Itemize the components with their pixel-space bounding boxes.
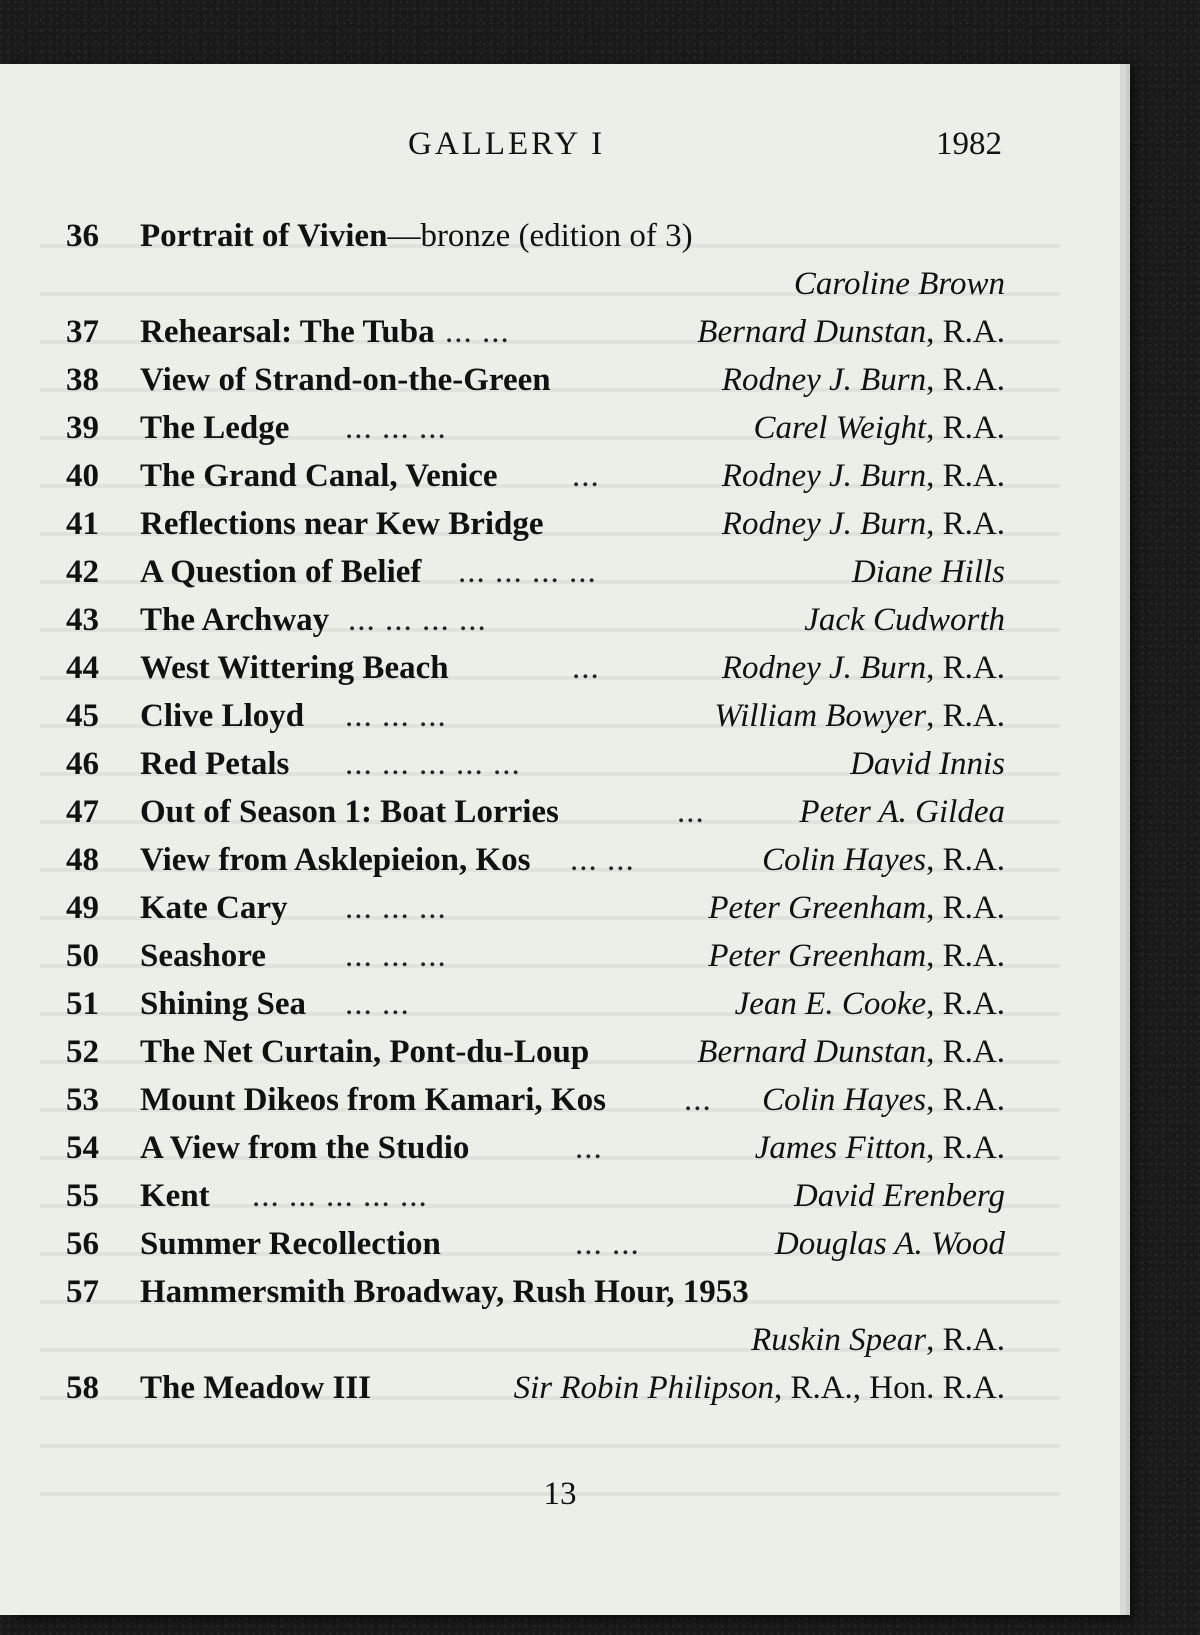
artist-suffix: , R.A. (926, 458, 1005, 494)
entry-number: 51 (66, 986, 99, 1022)
entry-number: 40 (66, 458, 99, 494)
artist-name: Ruskin Spear (751, 1322, 927, 1358)
entry-title: The Meadow III (140, 1370, 372, 1406)
entry-title: Clive Lloyd (140, 698, 305, 734)
entry-title-text: Portrait of Vivien (140, 218, 388, 254)
entry-artist (852, 548, 1005, 596)
entry-artist (794, 260, 1005, 308)
entry-artist (775, 1220, 1005, 1268)
entry-title: Out of Season 1: Boat Lorries (140, 794, 559, 830)
leader-dots: ... (572, 458, 600, 494)
entry-artist (799, 788, 1005, 836)
entry-title: Red Petals (140, 746, 290, 782)
leader-dots: ... ... (575, 1226, 640, 1262)
entry-list (0, 212, 1120, 1412)
leader-dots: ... (677, 794, 705, 830)
artist-name: William Bowyer (714, 698, 927, 734)
artist-suffix: , R.A. (926, 1130, 1005, 1166)
list-item (0, 356, 1120, 404)
leader-dots: ... (572, 650, 600, 686)
entry-title: West Wittering Beach (140, 650, 449, 686)
artist-name: Peter Greenham (708, 890, 927, 926)
entry-artist (714, 692, 1005, 740)
entry-number: 41 (66, 506, 99, 542)
entry-number: 39 (66, 410, 99, 446)
entry-title: The Grand Canal, Venice (140, 458, 498, 494)
leader-dots: ... ... (345, 986, 410, 1022)
catalogue-page (0, 64, 1120, 1615)
list-item (0, 452, 1120, 500)
entry-number: 58 (66, 1370, 99, 1406)
artist-suffix: , R.A. (926, 410, 1005, 446)
entry-number: 36 (66, 218, 99, 254)
leader-dots: ... ... ... (345, 410, 447, 446)
leader-dots: ... (684, 1082, 712, 1118)
entry-artist (850, 740, 1005, 788)
list-item (0, 1364, 1120, 1412)
list-item (0, 980, 1120, 1028)
entry-artist (697, 308, 1005, 356)
artist-name: Colin Hayes (762, 1082, 927, 1118)
entry-title: Kate Cary (140, 890, 288, 926)
leader-dots: ... ... ... ... (458, 554, 597, 590)
entry-title: Hammersmith Broadway, Rush Hour, 1953 (140, 1274, 749, 1310)
artist-suffix: , R.A. (926, 842, 1005, 878)
entry-artist (735, 980, 1005, 1028)
entry-artist (794, 1172, 1005, 1220)
entry-number: 48 (66, 842, 99, 878)
list-item (0, 596, 1120, 644)
list-item (0, 1268, 1120, 1364)
entry-title: The Ledge (140, 410, 290, 446)
entry-artist (697, 1028, 1005, 1076)
artist-name: Rodney J. Burn (721, 458, 927, 494)
list-item (0, 692, 1120, 740)
entry-number: 53 (66, 1082, 99, 1118)
list-item (0, 404, 1120, 452)
entry-title: Reflections near Kew Bridge (140, 506, 544, 542)
artist-suffix: , R.A. (926, 650, 1005, 686)
leader-dots: ... (575, 1130, 603, 1166)
entry-title (140, 212, 693, 260)
entry-number: 56 (66, 1226, 99, 1262)
entry-title-edition: —bronze (edition of 3) (387, 218, 693, 254)
page-number: 13 (543, 1476, 577, 1512)
entry-artist (708, 932, 1005, 980)
entry-artist (755, 1124, 1005, 1172)
list-item (0, 644, 1120, 692)
artist-suffix: , R.A. (926, 890, 1005, 926)
artist-name: Rodney J. Burn (721, 650, 927, 686)
artist-suffix: , R.A. (926, 1034, 1005, 1070)
leader-dots: ... ... ... (345, 698, 447, 734)
list-item (0, 836, 1120, 884)
artist-name: Peter A. Gildea (799, 794, 1005, 830)
artist-name: James Fitton (754, 1130, 927, 1166)
entry-title: Mount Dikeos from Kamari, Kos (140, 1082, 606, 1118)
entry-number: 57 (66, 1274, 99, 1310)
list-item (0, 308, 1120, 356)
leader-dots: ... ... (570, 842, 635, 878)
artist-name: David Erenberg (793, 1178, 1005, 1214)
entry-number: 43 (66, 602, 99, 638)
artist-suffix: , R.A. (926, 1082, 1005, 1118)
artist-name: Caroline Brown (793, 266, 1005, 302)
artist-name: Douglas A. Wood (774, 1226, 1005, 1262)
list-item (0, 740, 1120, 788)
list-item (0, 1172, 1120, 1220)
artist-name: Rodney J. Burn (721, 362, 927, 398)
entry-number: 55 (66, 1178, 99, 1214)
artist-name: Jean E. Cooke (734, 986, 927, 1022)
list-item (0, 1220, 1120, 1268)
artist-suffix: , R.A. (926, 1322, 1005, 1358)
artist-name: Jack Cudworth (804, 602, 1005, 638)
entry-artist (722, 356, 1005, 404)
entry-title: A View from the Studio (140, 1130, 470, 1166)
entry-number: 50 (66, 938, 99, 974)
artist-suffix: , R.A. (926, 938, 1005, 974)
entry-number: 42 (66, 554, 99, 590)
artist-suffix: , R.A. (926, 986, 1005, 1022)
entry-title: The Net Curtain, Pont-du-Loup (140, 1034, 590, 1070)
catalogue-year: 1982 (936, 126, 1002, 162)
artist-suffix: , R.A. (926, 506, 1005, 542)
artist-name: Bernard Dunstan (697, 314, 927, 350)
entry-artist (722, 644, 1005, 692)
leader-dots: ... ... ... ... (348, 602, 487, 638)
entry-artist (804, 596, 1005, 644)
list-item (0, 1076, 1120, 1124)
list-item (0, 884, 1120, 932)
entry-title: Kent (140, 1178, 210, 1214)
entry-title: View of Strand-on-the-Green (140, 362, 551, 398)
list-item (0, 548, 1120, 596)
entry-title: Shining Sea (140, 986, 306, 1022)
artist-name: Sir Robin Philipson (513, 1370, 774, 1406)
list-item (0, 1028, 1120, 1076)
list-item (0, 932, 1120, 980)
entry-artist (762, 836, 1005, 884)
entry-artist (722, 452, 1005, 500)
list-item (0, 212, 1120, 308)
entry-title: Seashore (140, 938, 266, 974)
artist-suffix: , R.A. (926, 314, 1005, 350)
entry-title: Rehearsal: The Tuba (140, 314, 435, 350)
artist-name: Rodney J. Burn (721, 506, 927, 542)
entry-artist (762, 1076, 1005, 1124)
list-item (0, 500, 1120, 548)
entry-artist (751, 1316, 1005, 1364)
artist-name: Bernard Dunstan (697, 1034, 927, 1070)
page-header (0, 126, 1120, 170)
artist-suffix: , R.A. (926, 362, 1005, 398)
entry-number: 54 (66, 1130, 99, 1166)
entry-artist (708, 884, 1005, 932)
entry-title: A Question of Belief (140, 554, 422, 590)
artist-name: Diane Hills (851, 554, 1005, 590)
entry-artist (722, 500, 1005, 548)
artist-name: Carel Weight (753, 410, 927, 446)
artist-suffix: , R.A. (926, 698, 1005, 734)
entry-title: Summer Recollection (140, 1226, 441, 1262)
leader-dots: ... ... ... ... ... (252, 1178, 428, 1214)
list-item (0, 1124, 1120, 1172)
leader-dots: ... ... ... (345, 890, 447, 926)
entry-number: 46 (66, 746, 99, 782)
leader-dots: ... ... (445, 314, 510, 350)
leader-dots: ... ... ... (345, 938, 447, 974)
leader-dots: ... ... ... ... ... (345, 746, 521, 782)
entry-number: 44 (66, 650, 99, 686)
entry-title: The Archway (140, 602, 330, 638)
entry-number: 49 (66, 890, 99, 926)
entry-number: 38 (66, 362, 99, 398)
artist-suffix: , R.A., Hon. R.A. (773, 1370, 1005, 1406)
artist-name: Colin Hayes (762, 842, 927, 878)
artist-name: David Innis (850, 746, 1005, 782)
entry-artist (754, 404, 1005, 452)
entry-number: 47 (66, 794, 99, 830)
entry-number: 37 (66, 314, 99, 350)
gallery-title: GALLERY I (408, 126, 606, 162)
entry-number: 45 (66, 698, 99, 734)
artist-name: Peter Greenham (708, 938, 927, 974)
list-item (0, 788, 1120, 836)
entry-title: View from Asklepieion, Kos (140, 842, 531, 878)
entry-number: 52 (66, 1034, 99, 1070)
entry-artist (514, 1364, 1005, 1412)
